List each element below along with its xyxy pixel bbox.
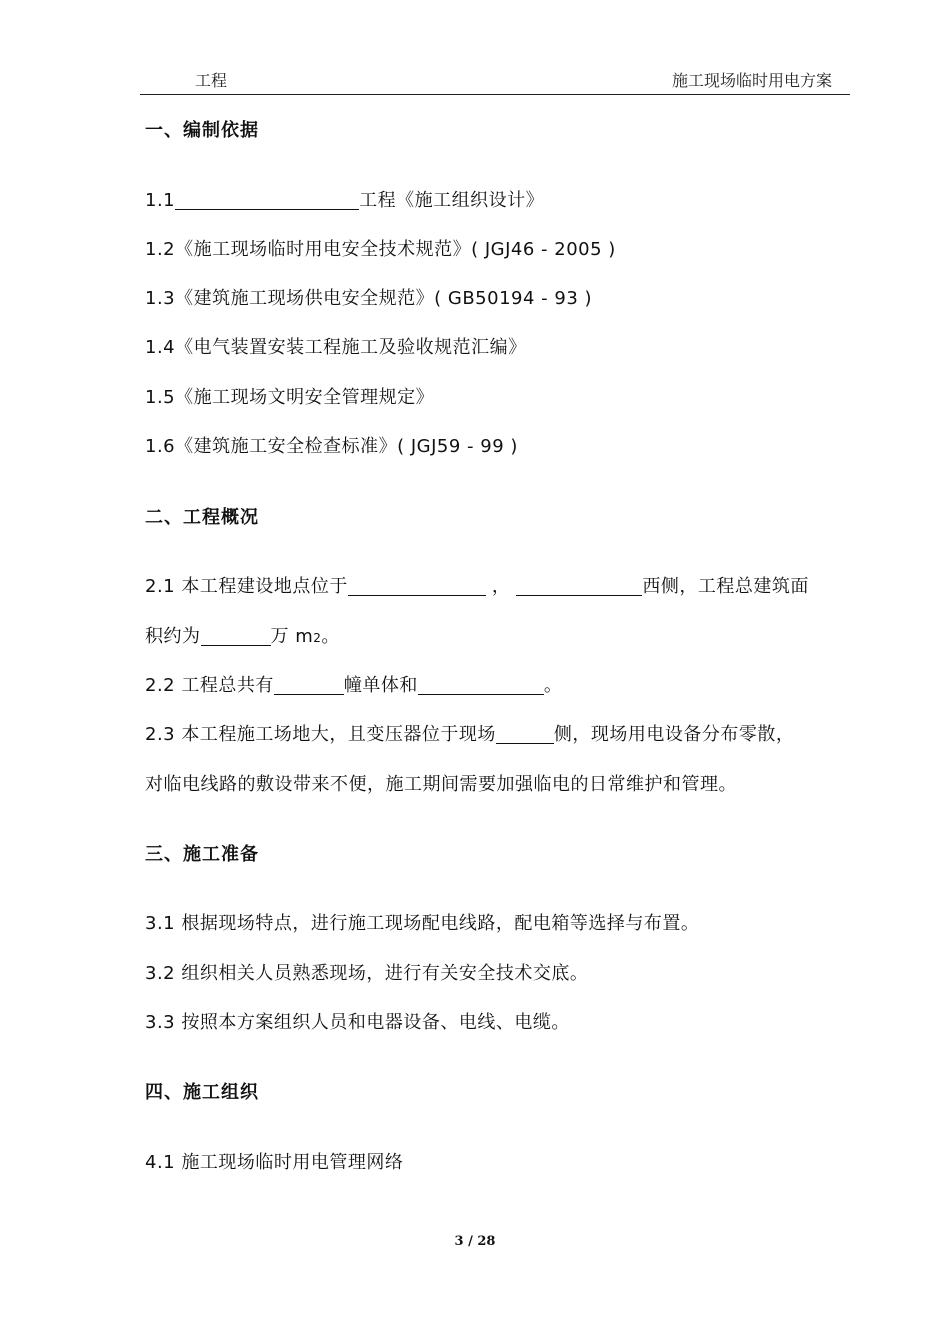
overview-2-2: 2.2 工程总共有 幢单体和 。 xyxy=(145,675,563,696)
overview-2-1-line1: 2.1 本工程建设地点位于 ， 西侧，工程总建筑面 xyxy=(145,576,809,597)
overview-2-3-line2: 对临电线路的敷设带来不便，施工期间需要加强临电的日常维护和管理。 xyxy=(145,774,737,795)
section-1-title: 一、编制依据 xyxy=(145,120,259,141)
blank-other xyxy=(418,676,544,695)
blank-project-name xyxy=(175,191,359,210)
page-number: 3 / 28 xyxy=(454,1234,496,1249)
basis-1-3: 1.3《建筑施工现场供电安全规范》( GB50194 - 93 ) xyxy=(145,288,593,309)
basis-1-1: 1.1 工程《施工组织设计》 xyxy=(145,190,545,211)
blank-side xyxy=(496,725,554,744)
section-4-title: 四、施工组织 xyxy=(145,1082,259,1103)
basis-1-4: 1.4《电气装置安装工程施工及验收规范汇编》 xyxy=(145,337,527,358)
basis-1-5: 1.5《施工现场文明安全管理规定》 xyxy=(145,387,435,408)
org-4-1: 4.1 施工现场临时用电管理网络 xyxy=(145,1152,404,1173)
basis-1-2: 1.2《施工现场临时用电安全技术规范》( JGJ46 - 2005 ) xyxy=(145,239,616,260)
prep-3-2: 3.2 组织相关人员熟悉现场，进行有关安全技术交底。 xyxy=(145,963,589,984)
overview-2-1-line2: 积约为 万 m2。 xyxy=(145,626,340,647)
blank-location xyxy=(348,577,486,596)
overview-2-3-line1: 2.3 本工程施工场地大，且变压器位于现场 侧，现场用电设备分布零散， xyxy=(145,724,795,745)
section-2-title: 二、工程概况 xyxy=(145,507,259,528)
page-header xyxy=(140,66,850,95)
blank-reference xyxy=(516,577,642,596)
header-project: 工程 xyxy=(195,71,228,90)
blank-building-count xyxy=(274,676,344,695)
prep-3-3: 3.3 按照本方案组织人员和电器设备、电线、电缆。 xyxy=(145,1012,570,1033)
header-doc-title: 施工现场临时用电方案 xyxy=(671,71,832,90)
blank-area xyxy=(201,627,271,646)
basis-1-6: 1.6《建筑施工安全检查标准》( JGJ59 - 99 ) xyxy=(145,436,518,457)
section-3-title: 三、施工准备 xyxy=(145,844,259,865)
prep-3-1: 3.1 根据现场特点，进行施工现场配电线路，配电箱等选择与布置。 xyxy=(145,913,700,934)
